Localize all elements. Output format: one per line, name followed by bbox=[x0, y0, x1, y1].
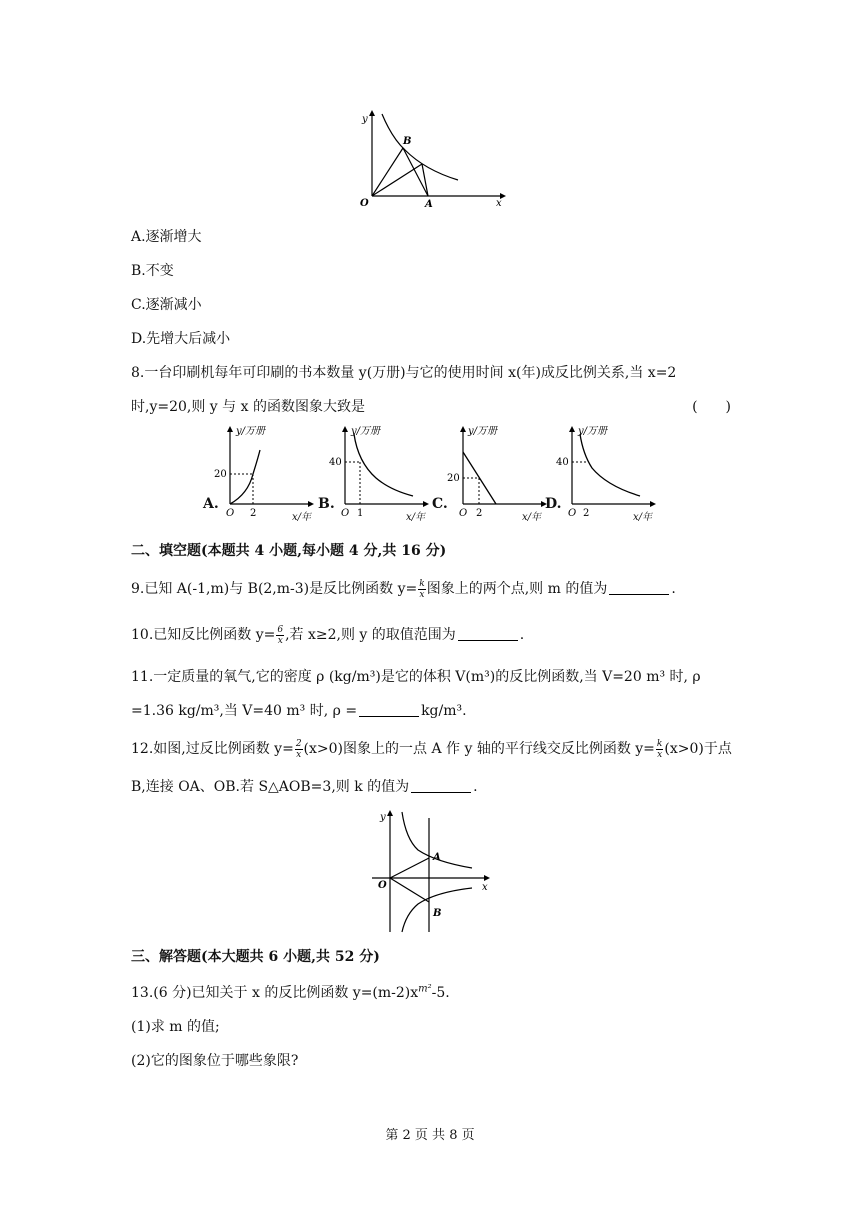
q8-c-xval: 2 bbox=[476, 508, 483, 519]
q13-exponent: m² bbox=[418, 983, 432, 995]
q8-line1: 8.一台印刷机每年可印刷的书本数量 y(万册)与它的使用时间 x(年)成反比例关系,当 x=2 bbox=[131, 365, 677, 381]
q8-c-ylabel: y/万册 bbox=[468, 426, 498, 437]
q10-frac-den: x bbox=[277, 635, 283, 646]
q10-text-2: ,若 x≥2,则 y 的取值范围为 bbox=[285, 627, 456, 643]
q12-text-1: 12.如图,过反比例函数 y= bbox=[131, 741, 294, 757]
q13-sub1: (1)求 m 的值; bbox=[131, 1019, 220, 1035]
q8-d-ylabel: y/万册 bbox=[578, 426, 608, 437]
q8-b-xlabel: x/年 bbox=[406, 512, 426, 523]
q7-figure bbox=[350, 108, 510, 210]
q12-frac1-den: x bbox=[296, 749, 302, 760]
q10-text-1: 10.已知反比例函数 y= bbox=[131, 627, 276, 643]
q12-frac2-num: k bbox=[656, 738, 663, 749]
q13 bbox=[131, 982, 450, 1002]
q8-b-xval: 1 bbox=[357, 508, 364, 519]
q8-b-yval: 40 bbox=[329, 457, 342, 468]
q12-line1 bbox=[131, 738, 732, 760]
section-2-title: 二、填空题(本题共 4 小题,每小题 4 分,共 16 分) bbox=[131, 543, 447, 559]
q12-fraction-2 bbox=[656, 739, 663, 760]
q12-text-5: . bbox=[473, 779, 478, 795]
q7-option-a: A.逐渐增大 bbox=[131, 229, 202, 245]
q9-text-2: 图象上的两个点,则 m 的值为 bbox=[426, 581, 608, 597]
q8-option-b-graph bbox=[318, 422, 438, 522]
q9-text-3: . bbox=[671, 581, 676, 597]
q8-a-xval: 2 bbox=[250, 508, 257, 519]
q8-c-xlabel: x/年 bbox=[522, 512, 542, 523]
q8-d-origin: O bbox=[568, 508, 577, 519]
q10 bbox=[131, 624, 524, 646]
section-3-title: 三、解答题(本大题共 6 小题,共 52 分) bbox=[131, 949, 380, 965]
q10-frac-num: 6 bbox=[277, 624, 284, 635]
q13-sub2: (2)它的图象位于哪些象限? bbox=[131, 1053, 299, 1069]
q8-answer-paren: ( ) bbox=[692, 399, 731, 415]
q12-answer-blank[interactable] bbox=[411, 778, 471, 793]
q7-option-b: B.不变 bbox=[131, 263, 174, 279]
q13-text-1: 13.(6 分)已知关于 x 的反比例函数 y=(m-2)x bbox=[131, 985, 419, 1001]
q10-fraction bbox=[276, 625, 284, 646]
q8-a-xlabel: x/年 bbox=[292, 512, 312, 523]
fig7-point-a: A bbox=[425, 199, 433, 210]
fig12-x-label: x bbox=[482, 882, 488, 893]
q8-a-yval: 20 bbox=[214, 469, 227, 480]
q9-frac-den: x bbox=[419, 589, 425, 600]
q8-line2 bbox=[131, 396, 731, 416]
q11-text-2: kg/m³. bbox=[421, 703, 467, 719]
q8-a-ylabel: y/万册 bbox=[236, 426, 266, 437]
fig12-point-b: B bbox=[433, 908, 442, 919]
q8-d-xlabel: x/年 bbox=[633, 512, 653, 523]
q8-c-yval: 20 bbox=[447, 473, 460, 484]
q8-option-c-letter: C. bbox=[432, 496, 448, 512]
q13-text-2: -5. bbox=[431, 985, 450, 1001]
q8-b-origin: O bbox=[341, 508, 350, 519]
q8-line2-text: 时,y=20,则 y 与 x 的函数图象大致是 bbox=[131, 399, 365, 415]
q9-frac-num: k bbox=[419, 578, 425, 589]
q8-option-a-graph bbox=[200, 422, 320, 522]
q12-text-2: (x>0)图象上的一点 A 作 y 轴的平行线交反比例函数 y= bbox=[303, 741, 655, 757]
q7-option-c: C.逐渐减小 bbox=[131, 297, 202, 313]
q10-answer-blank[interactable] bbox=[458, 626, 518, 641]
q12-fraction-1 bbox=[295, 739, 303, 760]
q8-option-c-graph bbox=[432, 422, 557, 522]
fig7-origin-label: O bbox=[360, 198, 369, 209]
fig7-y-label: y bbox=[362, 114, 368, 125]
fig12-origin-label: O bbox=[378, 880, 387, 891]
q12-text-4: B,连接 OA、OB.若 S△AOB=3,则 k 的值为 bbox=[131, 779, 410, 795]
q12-text-3: (x>0)于点 bbox=[664, 741, 732, 757]
fig7-point-b: B bbox=[403, 136, 412, 147]
q8-option-b-letter: B. bbox=[318, 496, 335, 512]
q10-text-3: . bbox=[519, 627, 525, 643]
q8-c-origin: O bbox=[459, 508, 468, 519]
fig12-point-a: A bbox=[433, 852, 441, 863]
q8-d-yval: 40 bbox=[556, 457, 569, 468]
q9-text-1: 9.已知 A(-1,m)与 B(2,m-3)是反比例函数 y= bbox=[131, 581, 418, 597]
q9 bbox=[131, 578, 676, 600]
q7-option-d: D.先增大后减小 bbox=[131, 331, 231, 347]
q8-d-xval: 2 bbox=[583, 508, 590, 519]
q12-frac1-num: 2 bbox=[295, 738, 302, 749]
q8-option-d-graph bbox=[545, 422, 670, 522]
q11-line1: 11.一定质量的氧气,它的密度 ρ (kg/m³)是它的体积 V(m³)的反比例函数,当 V=20 m³ 时, ρ bbox=[131, 669, 701, 685]
q11-answer-blank[interactable] bbox=[359, 702, 419, 717]
q8-b-ylabel: y/万册 bbox=[351, 426, 381, 437]
fig7-x-label: x bbox=[496, 198, 502, 209]
q12-figure bbox=[366, 804, 496, 936]
q12-line2 bbox=[131, 776, 478, 796]
fig12-y-label: y bbox=[380, 812, 386, 823]
q8-option-d-letter: D. bbox=[545, 496, 562, 512]
page-footer: 第 2 页 共 8 页 bbox=[385, 1128, 475, 1143]
q11-text-1: =1.36 kg/m³,当 V=40 m³ 时, ρ = bbox=[131, 703, 358, 719]
q12-frac2-den: x bbox=[657, 749, 663, 760]
q8-a-origin: O bbox=[226, 508, 235, 519]
q11-line2 bbox=[131, 700, 467, 720]
q9-fraction bbox=[418, 579, 425, 600]
q8-option-a-letter: A. bbox=[203, 496, 219, 512]
q9-answer-blank[interactable] bbox=[609, 580, 669, 595]
